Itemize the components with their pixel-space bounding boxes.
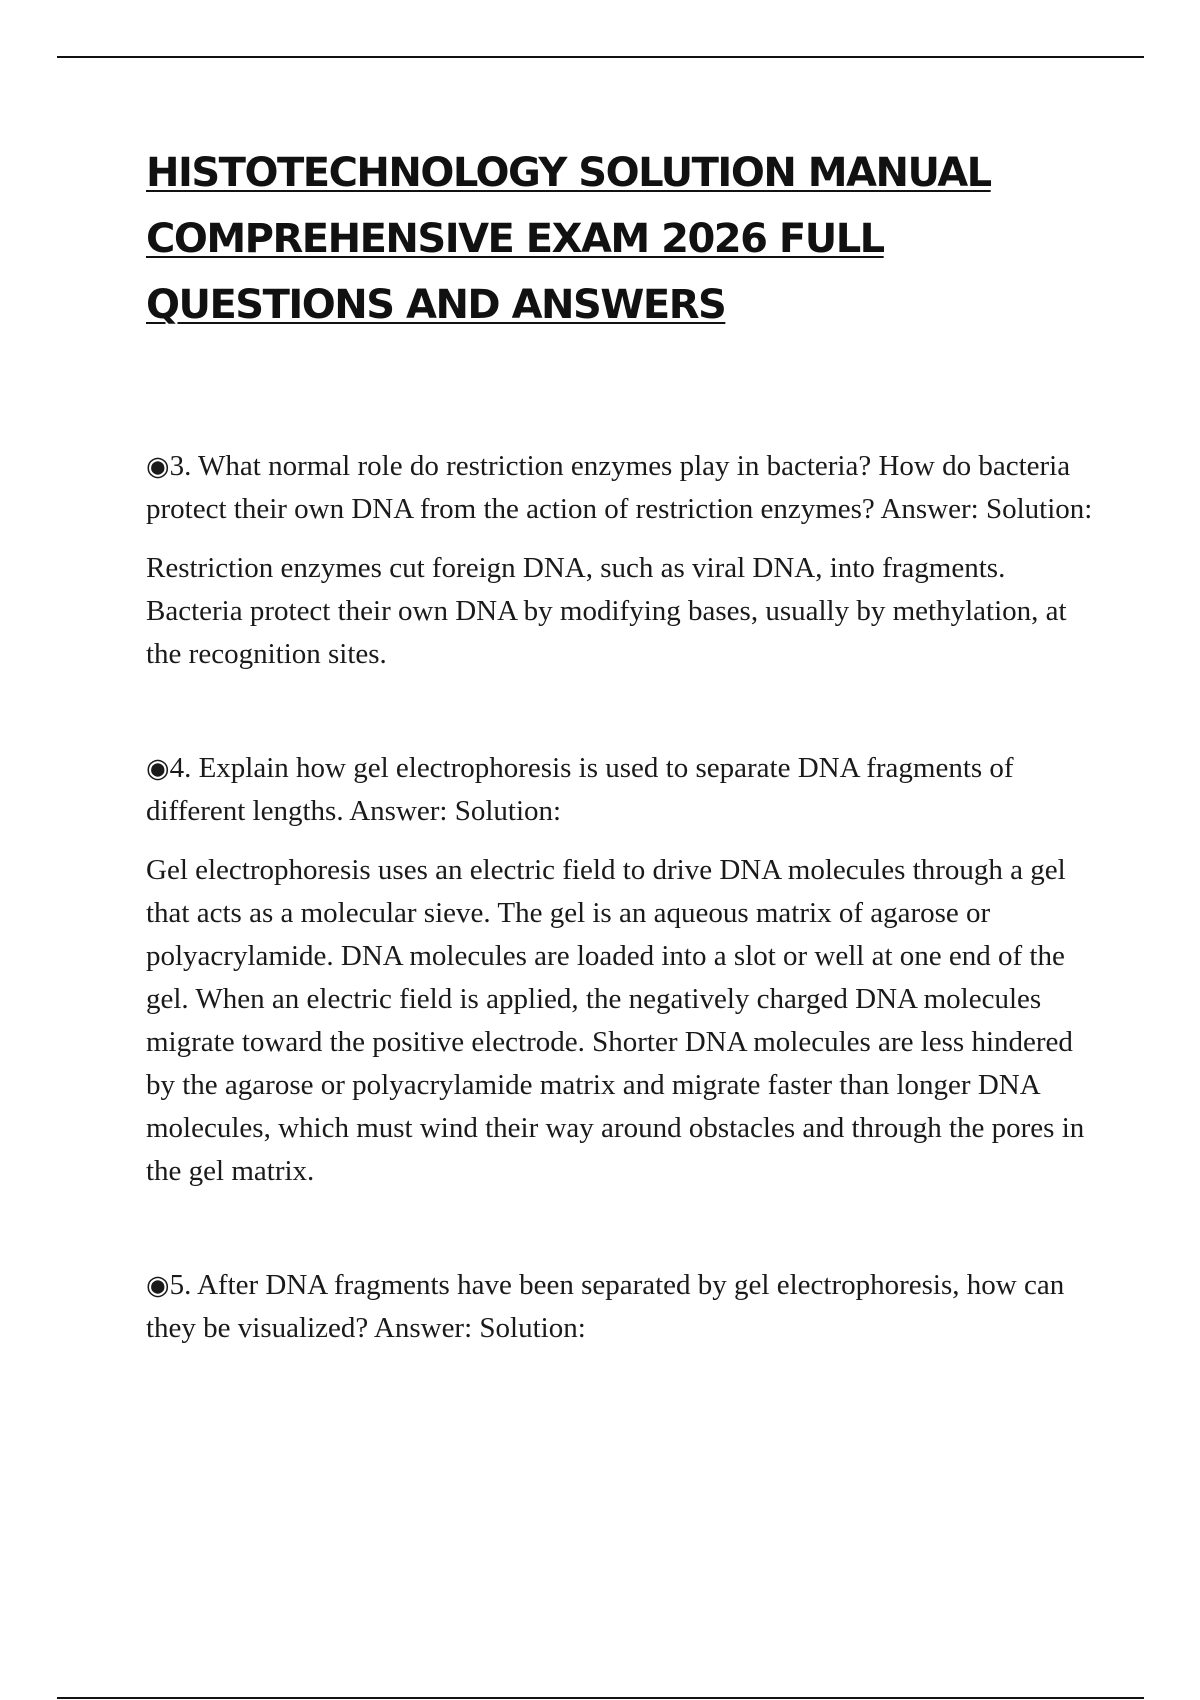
- question-5-text: 5. After DNA fragments have been separated by gel electrophoresis, how can they be visualized? Answer: Solution:: [146, 1269, 1065, 1344]
- bullet-icon: ◉: [146, 1270, 170, 1300]
- answer-4-text: Gel electrophoresis uses an electric field to drive DNA molecules through a gel that acts as a molecular sieve. The gel is an aqueous matrix of agarose or polyacrylamide. DNA molecules are loaded into a slot or well at one end of the gel. When an electric field is applied, the negatively charged DNA molecules migrate toward the positive electrode. Shorter DNA molecules are less hindered by the agarose or polyacrylamide matrix and migrate faster than longer DNA molecules, which must wind their way around obstacles and through the pores in the gel matrix.: [146, 854, 1085, 1187]
- document-title: [146, 140, 1106, 338]
- question-text: [146, 747, 1096, 833]
- question-4-text: 4. Explain how gel electrophoresis is used to separate DNA fragments of different lengths. Answer: Solution:: [146, 752, 1014, 827]
- question-text: [146, 1264, 1096, 1350]
- question-text: [146, 445, 1096, 531]
- bullet-icon: ◉: [146, 451, 170, 481]
- title-line-3: QUESTIONS AND ANSWERS: [146, 282, 726, 328]
- qa-item-3: [146, 445, 1096, 676]
- answer-3-text: Restriction enzymes cut foreign DNA, such as viral DNA, into fragments. Bacteria protect their own DNA by modifying bases, usually by methylation, at the recognition sites.: [146, 552, 1067, 670]
- title-line-2: COMPREHENSIVE EXAM 2026 FULL: [146, 216, 884, 262]
- top-rule: [57, 56, 1144, 58]
- question-3-text: 3. What normal role do restriction enzymes play in bacteria? How do bacteria protect their own DNA from the action of restriction enzymes? Answer: Solution:: [146, 450, 1093, 525]
- qa-list: [146, 445, 1096, 1350]
- bottom-rule: [57, 1697, 1144, 1699]
- title-line-1: HISTOTECHNOLOGY SOLUTION MANUAL: [146, 150, 991, 196]
- bullet-icon: ◉: [146, 753, 170, 783]
- qa-item-4: [146, 747, 1096, 1193]
- qa-item-5: [146, 1264, 1096, 1350]
